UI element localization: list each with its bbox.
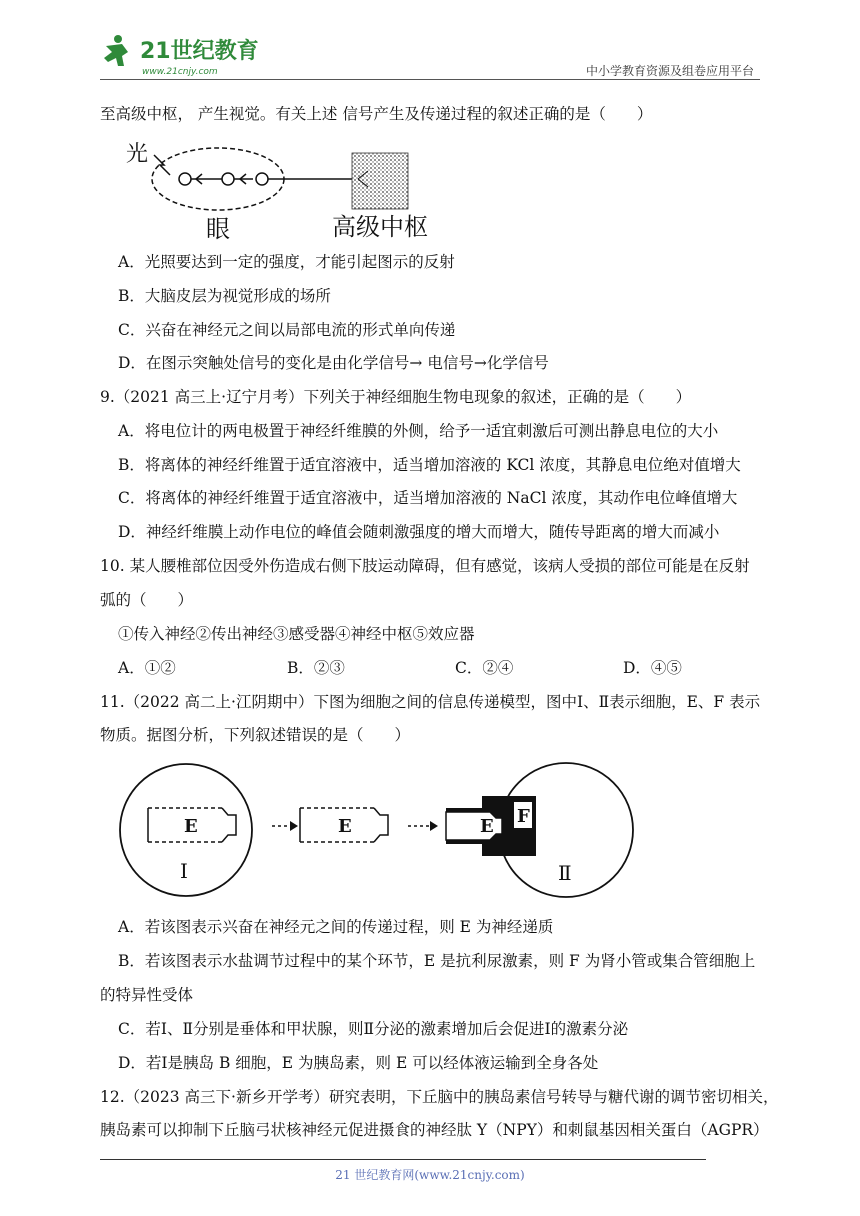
q10-option-d: D．④⑤	[623, 659, 682, 677]
q8-option-a: A．光照要达到一定的强度，才能引起图示的反射	[118, 253, 455, 271]
figure-eye-pathway	[118, 135, 438, 245]
label-e-transit: E	[338, 816, 352, 837]
q12-stem: 12.（2023 高三下·新乡开学考）研究表明，下丘脑中的胰岛素信号转导与糖代谢的调节密切相关，	[100, 1088, 779, 1106]
q9-option-a: A．将电位计的两电极置于神经纤维膜的外侧，给予一适宜刺激后可测出静息电位的大小	[118, 422, 719, 440]
label-eye: 眼	[206, 215, 230, 243]
q8-option-b: B．大脑皮层为视觉形成的场所	[118, 287, 331, 305]
label-f: F	[517, 806, 530, 827]
q9-option-b: B．将离体的神经纤维置于适宜溶液中，适当增加溶液的 KCl 浓度，其静息电位绝对值增大	[118, 456, 741, 474]
q10-stem-cont: 弧的（ ）	[100, 591, 194, 609]
figure-cell-signaling	[118, 760, 638, 910]
q11-option-b-cont: 的特异性受体	[100, 986, 194, 1004]
header-divider	[100, 79, 760, 80]
q11-stem-cont: 物质。据图分析，下列叙述错误的是（ ）	[100, 726, 411, 744]
q10-option-c: C．②④	[455, 659, 514, 677]
label-e-bound: E	[480, 816, 494, 837]
footer-text[interactable]: 21 世纪教育网(www.21cnjy.com)	[335, 1168, 525, 1182]
footer-divider	[100, 1159, 706, 1160]
q9-option-c: C．将离体的神经纤维置于适宜溶液中，适当增加溶液的 NaCl 浓度，其动作电位峰值增大	[118, 489, 738, 507]
q11-option-c: C．若Ⅰ、Ⅱ分别是垂体和甲状腺，则Ⅱ分泌的激素增加后会促进Ⅰ的激素分泌	[118, 1020, 629, 1038]
q8-option-c: C．兴奋在神经元之间以局部电流的形式单向传递	[118, 321, 456, 339]
q11-option-d: D．若Ⅰ是胰岛 B 细胞，E 为胰岛素，则 E 可以经体液运输到全身各处	[118, 1054, 599, 1072]
logo-text: 21世纪教育	[140, 39, 259, 64]
label-cell-1: I	[180, 859, 188, 883]
q10-items: ①传入神经②传出神经③感受器④神经中枢⑤效应器	[118, 625, 475, 643]
q10-stem: 10. 某人腰椎部位因受外伤造成右侧下肢运动障碍，但有感觉，该病人受损的部位可能是在反射	[100, 557, 750, 575]
q10-option-b: B．②③	[287, 659, 345, 677]
label-cell-2: Ⅱ	[558, 861, 572, 885]
q11-stem: 11.（2022 高二上·江阴期中）下图为细胞之间的信息传递模型，图中Ⅰ、Ⅱ表示细胞，E、F 表示	[100, 693, 761, 711]
q12-stem-cont: 胰岛素可以抑制下丘脑弓状核神经元促进摄食的神经肽 Y（NPY）和刺鼠基因相关蛋白（AGPR）	[100, 1121, 769, 1139]
label-light: 光	[126, 142, 149, 167]
q10-option-a: A．①②	[118, 659, 176, 677]
q8-option-d: D．在图示突触处信号的变化是由化学信号→ 电信号→化学信号	[118, 354, 549, 372]
q9-option-d: D．神经纤维膜上动作电位的峰值会随刺激强度的增大而增大，随传导距离的增大而减小	[118, 523, 720, 541]
q11-option-b: B．若该图表示水盐调节过程中的某个环节，E 是抗利尿激素，则 F 为肾小管或集合管细胞上	[118, 952, 756, 970]
q11-option-a: A．若该图表示兴奋在神经元之间的传递过程，则 E 为神经递质	[118, 918, 554, 936]
logo-url-text: www.21cnjy.com	[142, 67, 218, 77]
label-higher-center: 高级中枢	[332, 213, 428, 241]
label-e-cell1: E	[184, 816, 198, 837]
q9-stem: 9.（2021 高三上·辽宁月考）下列关于神经细胞生物电现象的叙述，正确的是（ ）	[100, 388, 692, 406]
site-logo	[96, 30, 264, 78]
header-platform-text: 中小学教育资源及组卷应用平台	[585, 64, 754, 78]
q8-stem-line: 至高级中枢， 产生视觉。有关上述 信号产生及传递过程的叙述正确的是（ ）	[100, 105, 653, 123]
